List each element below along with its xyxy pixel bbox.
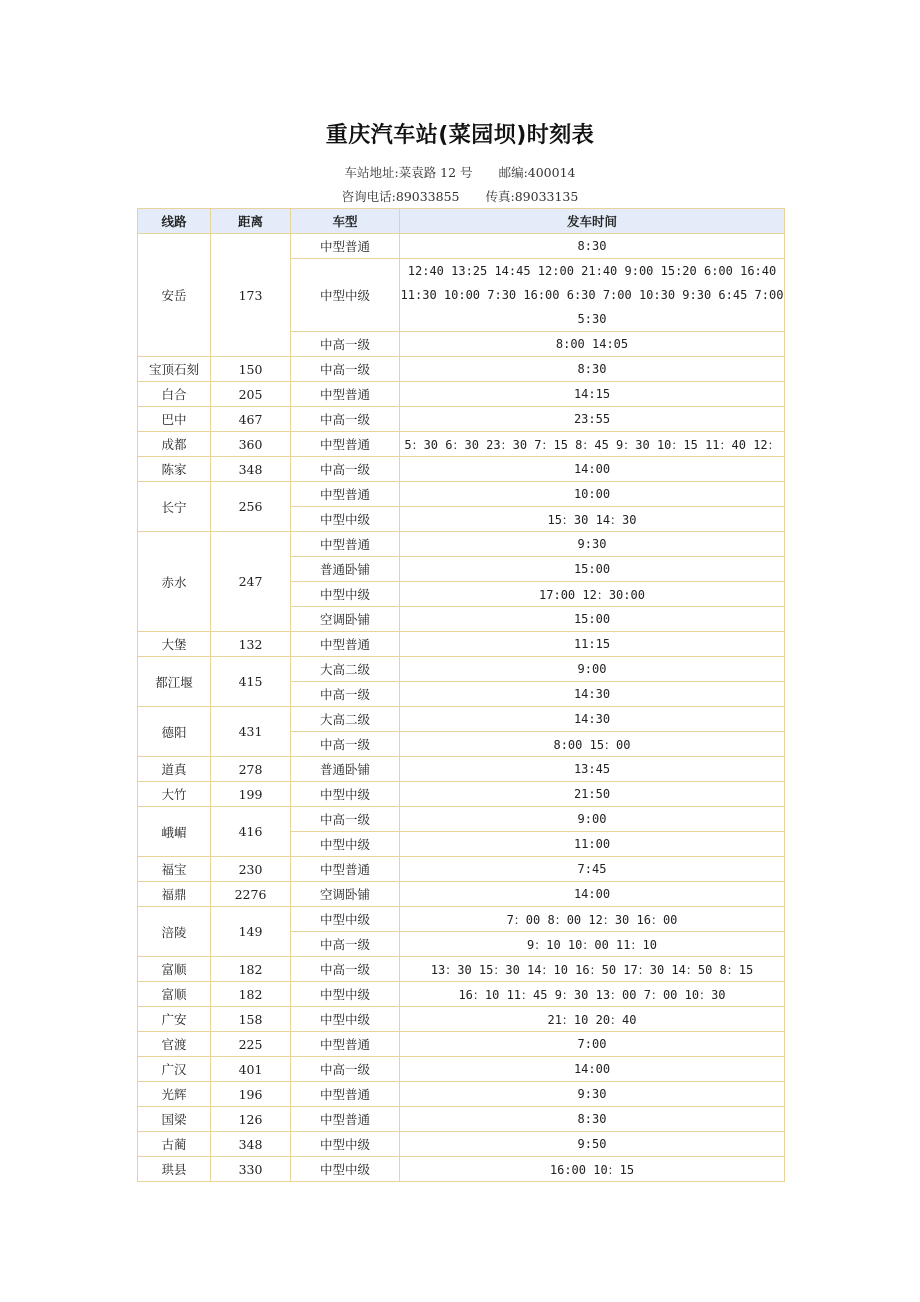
departure-times: 10:00 xyxy=(400,482,785,507)
route-name: 广汉 xyxy=(138,1057,211,1082)
route-name: 福宝 xyxy=(138,857,211,882)
table-row xyxy=(138,1132,785,1157)
bus-type: 中高一级 xyxy=(291,682,400,707)
station-info-line-1 xyxy=(0,163,920,181)
departure-times: 14:30 xyxy=(400,707,785,732)
departure-times: 14:00 xyxy=(400,457,785,482)
bus-type: 空调卧铺 xyxy=(291,607,400,632)
table-row xyxy=(138,907,785,932)
bus-type: 中高一级 xyxy=(291,332,400,357)
table-row xyxy=(138,432,785,457)
departure-times: 23:55 xyxy=(400,407,785,432)
departure-times: 13:45 xyxy=(400,757,785,782)
station-address: 车站地址:菜袁路 12 号 xyxy=(344,165,473,180)
departure-times: 9:00 xyxy=(400,807,785,832)
route-distance: 360 xyxy=(211,432,291,457)
departure-times: 15：30 14：30 xyxy=(400,507,785,532)
route-distance: 278 xyxy=(211,757,291,782)
table-row xyxy=(138,657,785,682)
bus-type: 中型中级 xyxy=(291,982,400,1007)
bus-type: 中型普通 xyxy=(291,1107,400,1132)
route-name: 光辉 xyxy=(138,1082,211,1107)
table-header-row xyxy=(138,209,785,234)
route-distance: 196 xyxy=(211,1082,291,1107)
route-distance: 247 xyxy=(211,532,291,632)
bus-type: 中型普通 xyxy=(291,234,400,259)
route-name: 福鼎 xyxy=(138,882,211,907)
route-distance: 173 xyxy=(211,234,291,357)
route-name: 涪陵 xyxy=(138,907,211,957)
route-distance: 126 xyxy=(211,1107,291,1132)
bus-type: 中高一级 xyxy=(291,957,400,982)
departure-times: 21：10 20：40 xyxy=(400,1007,785,1032)
table-row xyxy=(138,234,785,259)
route-name: 都江堰 xyxy=(138,657,211,707)
timetable-body xyxy=(138,234,785,1182)
route-name: 陈家 xyxy=(138,457,211,482)
departure-times: 9:00 xyxy=(400,657,785,682)
table-row xyxy=(138,782,785,807)
route-name: 赤水 xyxy=(138,532,211,632)
table-row xyxy=(138,1007,785,1032)
departure-times: 7:45 xyxy=(400,857,785,882)
departure-times: 16:00 10：15 xyxy=(400,1157,785,1182)
route-name: 成都 xyxy=(138,432,211,457)
route-distance: 230 xyxy=(211,857,291,882)
bus-type: 中型中级 xyxy=(291,1007,400,1032)
table-row xyxy=(138,532,785,557)
bus-type: 大高二级 xyxy=(291,707,400,732)
bus-type: 普通卧铺 xyxy=(291,757,400,782)
departure-times: 13：30 15：30 14：10 16：50 17：30 14：50 8：15 xyxy=(400,957,785,982)
header-distance: 距离 xyxy=(211,209,291,234)
table-row xyxy=(138,457,785,482)
route-distance: 401 xyxy=(211,1057,291,1082)
table-row xyxy=(138,982,785,1007)
bus-type: 中高一级 xyxy=(291,1057,400,1082)
route-name: 德阳 xyxy=(138,707,211,757)
table-row xyxy=(138,382,785,407)
table-row xyxy=(138,482,785,507)
route-distance: 330 xyxy=(211,1157,291,1182)
route-distance: 348 xyxy=(211,457,291,482)
departure-times: 17:00 12：30:00 xyxy=(400,582,785,607)
bus-type: 中型中级 xyxy=(291,582,400,607)
header-departure-time: 发车时间 xyxy=(400,209,785,234)
table-row xyxy=(138,757,785,782)
route-distance: 431 xyxy=(211,707,291,757)
route-distance: 225 xyxy=(211,1032,291,1057)
route-distance: 149 xyxy=(211,907,291,957)
route-name: 富顺 xyxy=(138,982,211,1007)
route-name: 富顺 xyxy=(138,957,211,982)
departure-times: 11:00 xyxy=(400,832,785,857)
bus-type: 中型中级 xyxy=(291,1132,400,1157)
table-row xyxy=(138,632,785,657)
departure-times: 8:00 15：00 xyxy=(400,732,785,757)
header-route: 线路 xyxy=(138,209,211,234)
bus-type: 普通卧铺 xyxy=(291,557,400,582)
bus-type: 中型普通 xyxy=(291,482,400,507)
route-name: 大堡 xyxy=(138,632,211,657)
bus-type: 中型普通 xyxy=(291,632,400,657)
bus-type: 中高一级 xyxy=(291,807,400,832)
page-title: 重庆汽车站(菜园坝)时刻表 xyxy=(325,123,595,148)
departure-times: 9:30 xyxy=(400,532,785,557)
route-distance: 150 xyxy=(211,357,291,382)
bus-type: 中型普通 xyxy=(291,1082,400,1107)
bus-type: 大高二级 xyxy=(291,657,400,682)
route-name: 峨嵋 xyxy=(138,807,211,857)
bus-type: 中型普通 xyxy=(291,382,400,407)
bus-type: 中型普通 xyxy=(291,532,400,557)
table-row xyxy=(138,882,785,907)
route-distance: 182 xyxy=(211,957,291,982)
route-name: 宝顶石刻 xyxy=(138,357,211,382)
departure-times: 5：30 6：30 23：30 7：15 8：45 9：30 10：15 11：40 12： xyxy=(400,432,785,457)
route-distance: 158 xyxy=(211,1007,291,1032)
route-distance: 199 xyxy=(211,782,291,807)
route-name: 道真 xyxy=(138,757,211,782)
departure-times: 14:00 xyxy=(400,1057,785,1082)
station-info-line-2 xyxy=(0,187,920,205)
station-postcode: 邮编:400014 xyxy=(498,165,576,180)
route-name: 安岳 xyxy=(138,234,211,357)
table-row xyxy=(138,707,785,732)
bus-type: 中型中级 xyxy=(291,907,400,932)
table-row xyxy=(138,807,785,832)
departure-times: 14:00 xyxy=(400,882,785,907)
departure-times: 9：10 10：00 11：10 xyxy=(400,932,785,957)
bus-type: 中型中级 xyxy=(291,259,400,332)
route-name: 大竹 xyxy=(138,782,211,807)
departure-times: 9:50 xyxy=(400,1132,785,1157)
departure-times: 8:30 xyxy=(400,234,785,259)
table-row xyxy=(138,957,785,982)
table-row xyxy=(138,1157,785,1182)
table-row xyxy=(138,1057,785,1082)
table-row xyxy=(138,357,785,382)
bus-type: 中高一级 xyxy=(291,457,400,482)
departure-times: 16：10 11：45 9：30 13：00 7：00 10：30 xyxy=(400,982,785,1007)
route-name: 官渡 xyxy=(138,1032,211,1057)
route-distance: 467 xyxy=(211,407,291,432)
bus-type: 中型普通 xyxy=(291,857,400,882)
table-row xyxy=(138,1107,785,1132)
route-distance: 182 xyxy=(211,982,291,1007)
departure-times: 11:15 xyxy=(400,632,785,657)
departure-times: 8:00 14:05 xyxy=(400,332,785,357)
bus-type: 中高一级 xyxy=(291,407,400,432)
table-row xyxy=(138,1032,785,1057)
departure-times: 7:00 xyxy=(400,1032,785,1057)
departure-times: 14:30 xyxy=(400,682,785,707)
bus-type: 中型普通 xyxy=(291,432,400,457)
route-name: 国梁 xyxy=(138,1107,211,1132)
route-distance: 416 xyxy=(211,807,291,857)
route-distance: 348 xyxy=(211,1132,291,1157)
departure-times: 15:00 xyxy=(400,557,785,582)
timetable xyxy=(137,208,785,1182)
bus-type: 中型普通 xyxy=(291,1032,400,1057)
departure-times: 8:30 xyxy=(400,1107,785,1132)
route-name: 白合 xyxy=(138,382,211,407)
table-row xyxy=(138,1082,785,1107)
route-distance: 132 xyxy=(211,632,291,657)
station-fax: 传真:89033135 xyxy=(485,189,579,204)
departure-times: 14:15 xyxy=(400,382,785,407)
table-row xyxy=(138,857,785,882)
bus-type: 中型中级 xyxy=(291,782,400,807)
departure-times: 21:50 xyxy=(400,782,785,807)
route-name: 古蔺 xyxy=(138,1132,211,1157)
bus-type: 中型中级 xyxy=(291,832,400,857)
bus-type: 中型中级 xyxy=(291,507,400,532)
route-distance: 256 xyxy=(211,482,291,532)
departure-times: 15:00 xyxy=(400,607,785,632)
departure-times: 9:30 xyxy=(400,1082,785,1107)
departure-times: 8:30 xyxy=(400,357,785,382)
route-name: 珙县 xyxy=(138,1157,211,1182)
route-name: 广安 xyxy=(138,1007,211,1032)
bus-type: 空调卧铺 xyxy=(291,882,400,907)
bus-type: 中高一级 xyxy=(291,357,400,382)
bus-type: 中型中级 xyxy=(291,1157,400,1182)
route-distance: 415 xyxy=(211,657,291,707)
route-distance: 205 xyxy=(211,382,291,407)
header-bus-type: 车型 xyxy=(291,209,400,234)
route-distance: 2276 xyxy=(211,882,291,907)
route-name: 长宁 xyxy=(138,482,211,532)
route-name: 巴中 xyxy=(138,407,211,432)
bus-type: 中高一级 xyxy=(291,932,400,957)
departure-times: 7：00 8：00 12：30 16：00 xyxy=(400,907,785,932)
departure-times: 12:40 13:25 14:45 12:00 21:40 9:00 15:20 6:00 16:40 11:30 10:00 7:30 16:00 6:30 7:00 10:30 9:30 6:45 7:00 5:30 xyxy=(400,259,785,332)
bus-type: 中高一级 xyxy=(291,732,400,757)
table-row xyxy=(138,407,785,432)
station-phone: 咨询电话:89033855 xyxy=(341,189,460,204)
